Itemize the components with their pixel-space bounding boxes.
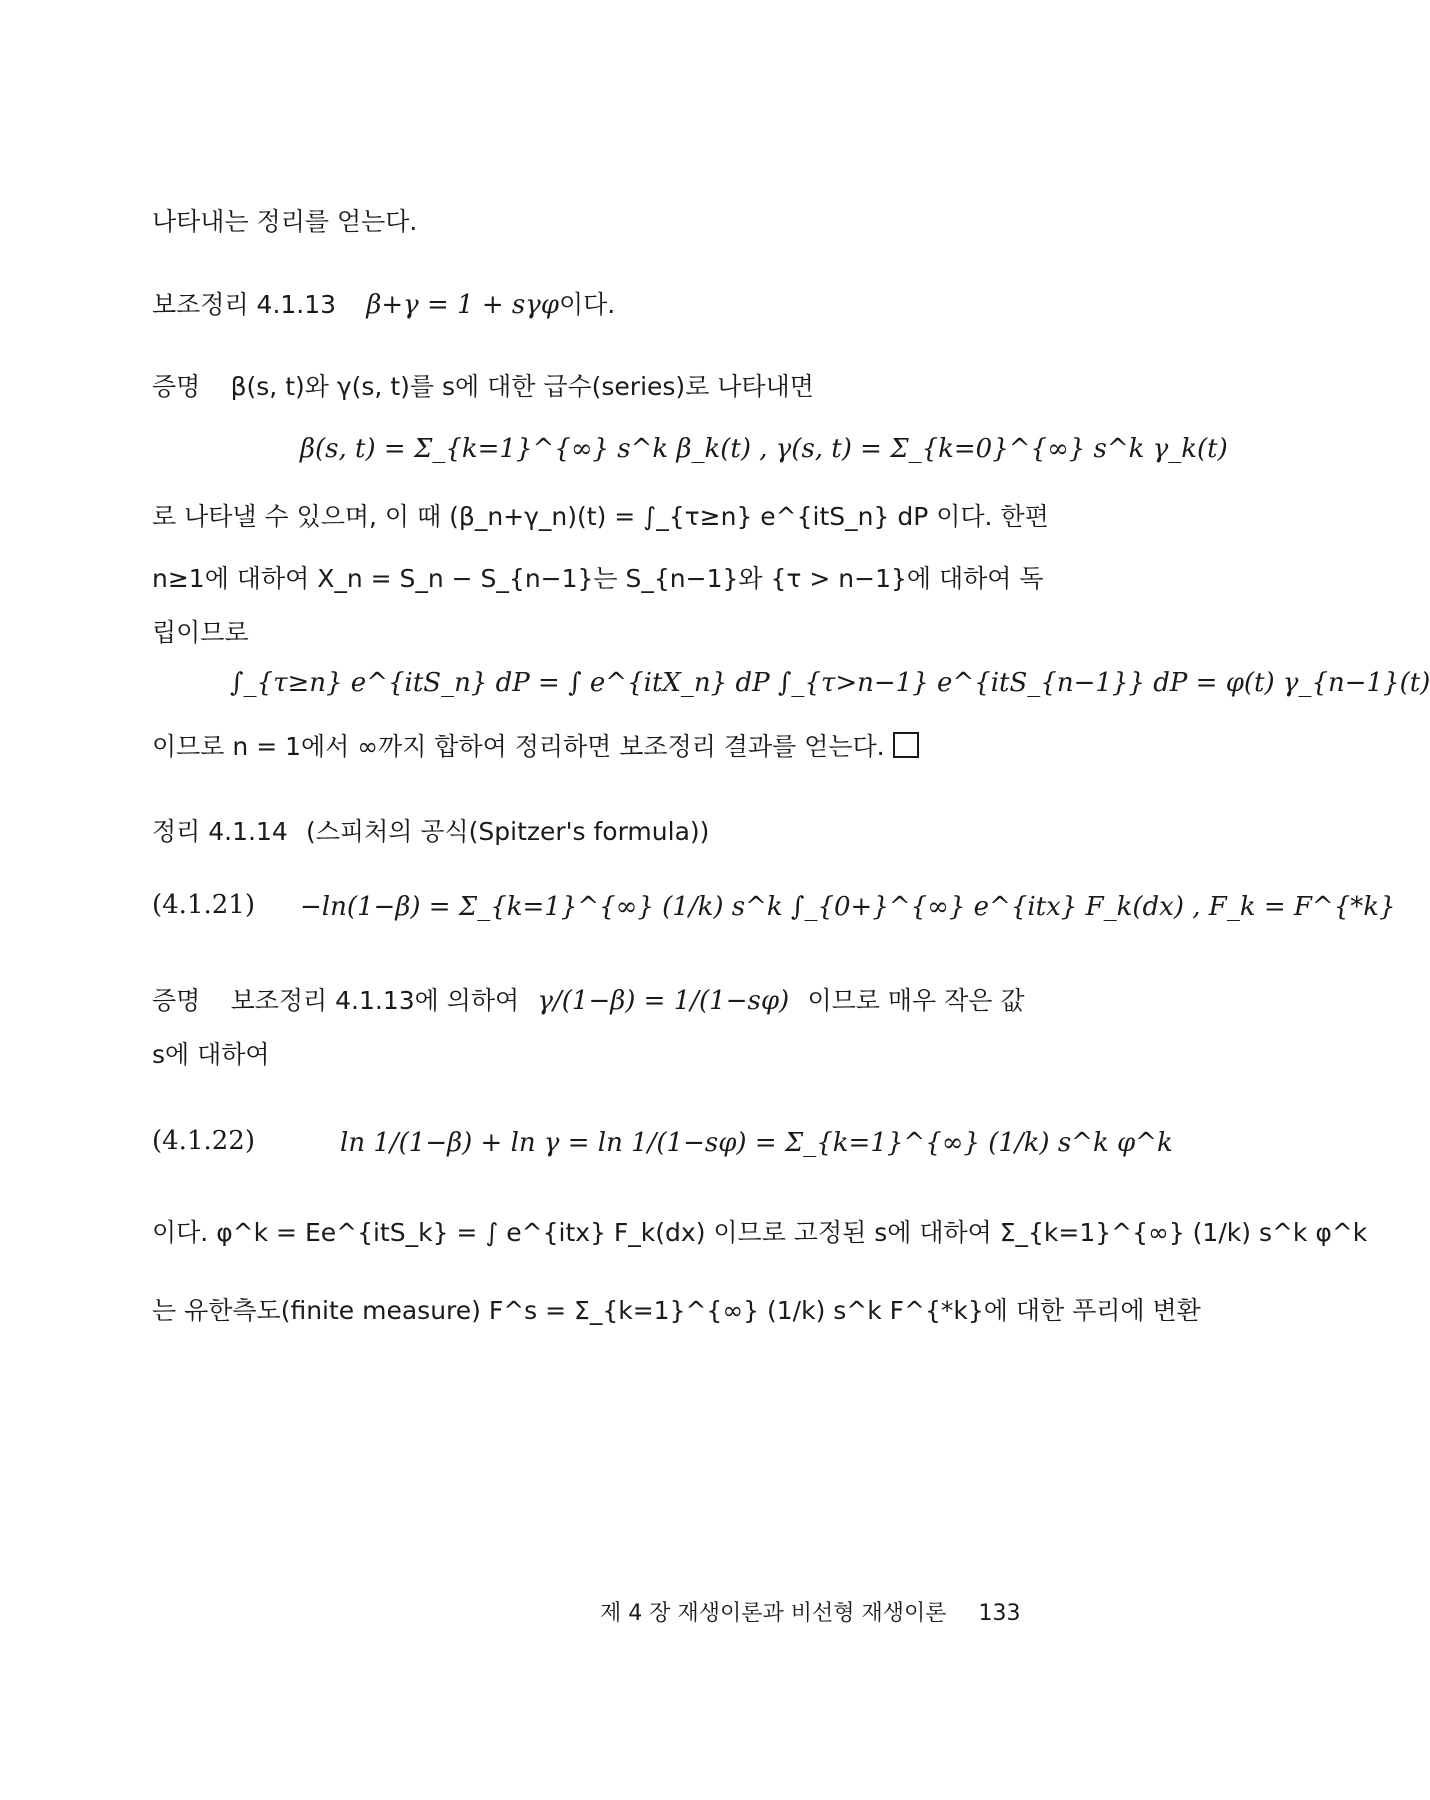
proof1-display-eq: [300, 432, 1228, 466]
theorem-title: (스피처의 공식(Spitzer's formula)): [306, 817, 710, 846]
proof2-label: 증명: [152, 986, 201, 1015]
proof1-label: 증명: [152, 372, 201, 401]
intro-text: 나타내는 정리를 얻는다.: [152, 207, 418, 236]
proof2-eq-text: ln 1/(1−β) + ln γ = ln 1/(1−sφ) = Σ_{k=1}^{∞} (1/k) s^k φ^k: [340, 1128, 1173, 1158]
proof2-text-b: 이므로 매우 작은 값: [807, 986, 1025, 1015]
proof1-display-eq2-text: ∫_{τ≥n} e^{itS_n} dP = ∫ e^{itX_n} dP ∫_{τ>n−1} e^{itS_{n−1}} dP = φ(t) γ_{n−1}(t): [230, 668, 1430, 698]
proof1-line-d: [152, 616, 249, 650]
proof2-line-d: [152, 1216, 1367, 1250]
proof1-text-d: 립이므로: [152, 618, 249, 647]
proof2-line-c: [152, 1038, 270, 1072]
proof2-text-a: 보조정리 4.1.13에 의하여: [230, 986, 520, 1015]
qed-square: [893, 732, 919, 758]
proof1-display-eq2: [230, 666, 1430, 700]
proof2-eq: [340, 1126, 1173, 1160]
proof1-text-e: 이므로 n = 1에서 ∞까지 합하여 정리하면 보조정리 결과를 얻는다.: [152, 732, 885, 761]
proof2-frac-eq: γ/(1−β) = 1/(1−sφ): [537, 986, 790, 1016]
proof1-text-b: 로 나타낼 수 있으며, 이 때 (β_n+γ_n)(t) = ∫_{τ≥n} e^{itS_n} dP 이다. 한편: [152, 502, 1049, 531]
theorem-eq: [300, 890, 1396, 924]
theorem-line: [152, 815, 709, 849]
page-footer: [600, 1596, 1021, 1627]
lemma-suffix: 이다.: [558, 290, 616, 319]
proof2-eq-number: (4.1.22): [152, 1126, 255, 1156]
theorem-eq-text: −ln(1−β) = Σ_{k=1}^{∞} (1/k) s^k ∫_{0+}^{∞} e^{itx} F_k(dx) , F_k = F^{*k}: [300, 892, 1396, 922]
lemma-label: 보조정리 4.1.13: [152, 290, 337, 319]
proof1-line-a: [152, 370, 814, 404]
footer-chapter: 제 4 장 재생이론과 비선형 재생이론: [600, 1601, 947, 1626]
proof1-text-a: β(s, t)와 γ(s, t)를 s에 대한 급수(series)로 나타내면: [230, 372, 814, 401]
proof2-text-e: 는 유한측도(finite measure) F^s = Σ_{k=1}^{∞} (1/k) s^k F^{*k}에 대한 푸리에 변환: [152, 1296, 1201, 1325]
proof2-line-e: [152, 1294, 1201, 1328]
proof2-line-a: [152, 984, 1025, 1018]
proof1-line-b: [152, 500, 1049, 534]
proof1-display-eq-text: β(s, t) = Σ_{k=1}^{∞} s^k β_k(t) , γ(s, t) = Σ_{k=0}^{∞} s^k γ_k(t): [300, 434, 1228, 464]
lemma-line: [152, 288, 615, 322]
theorem-eq-number: (4.1.21): [152, 890, 255, 920]
theorem-label: 정리 4.1.14: [152, 817, 288, 846]
footer-page-number: 133: [978, 1601, 1021, 1626]
proof1-text-c: n≥1에 대하여 X_n = S_n − S_{n−1}는 S_{n−1}와 {τ > n−1}에 대하여 독: [152, 564, 1044, 593]
proof1-line-c: [152, 562, 1044, 596]
proof2-text-d: 이다. φ^k = Ee^{itS_k} = ∫ e^{itx} F_k(dx) 이므로 고정된 s에 대하여 Σ_{k=1}^{∞} (1/k) s^k φ^k: [152, 1218, 1368, 1247]
proof1-line-e: [152, 730, 919, 764]
proof2-text-c: s에 대하여: [152, 1040, 270, 1069]
lemma-formula: β+γ = 1 + sγφ: [366, 290, 559, 320]
